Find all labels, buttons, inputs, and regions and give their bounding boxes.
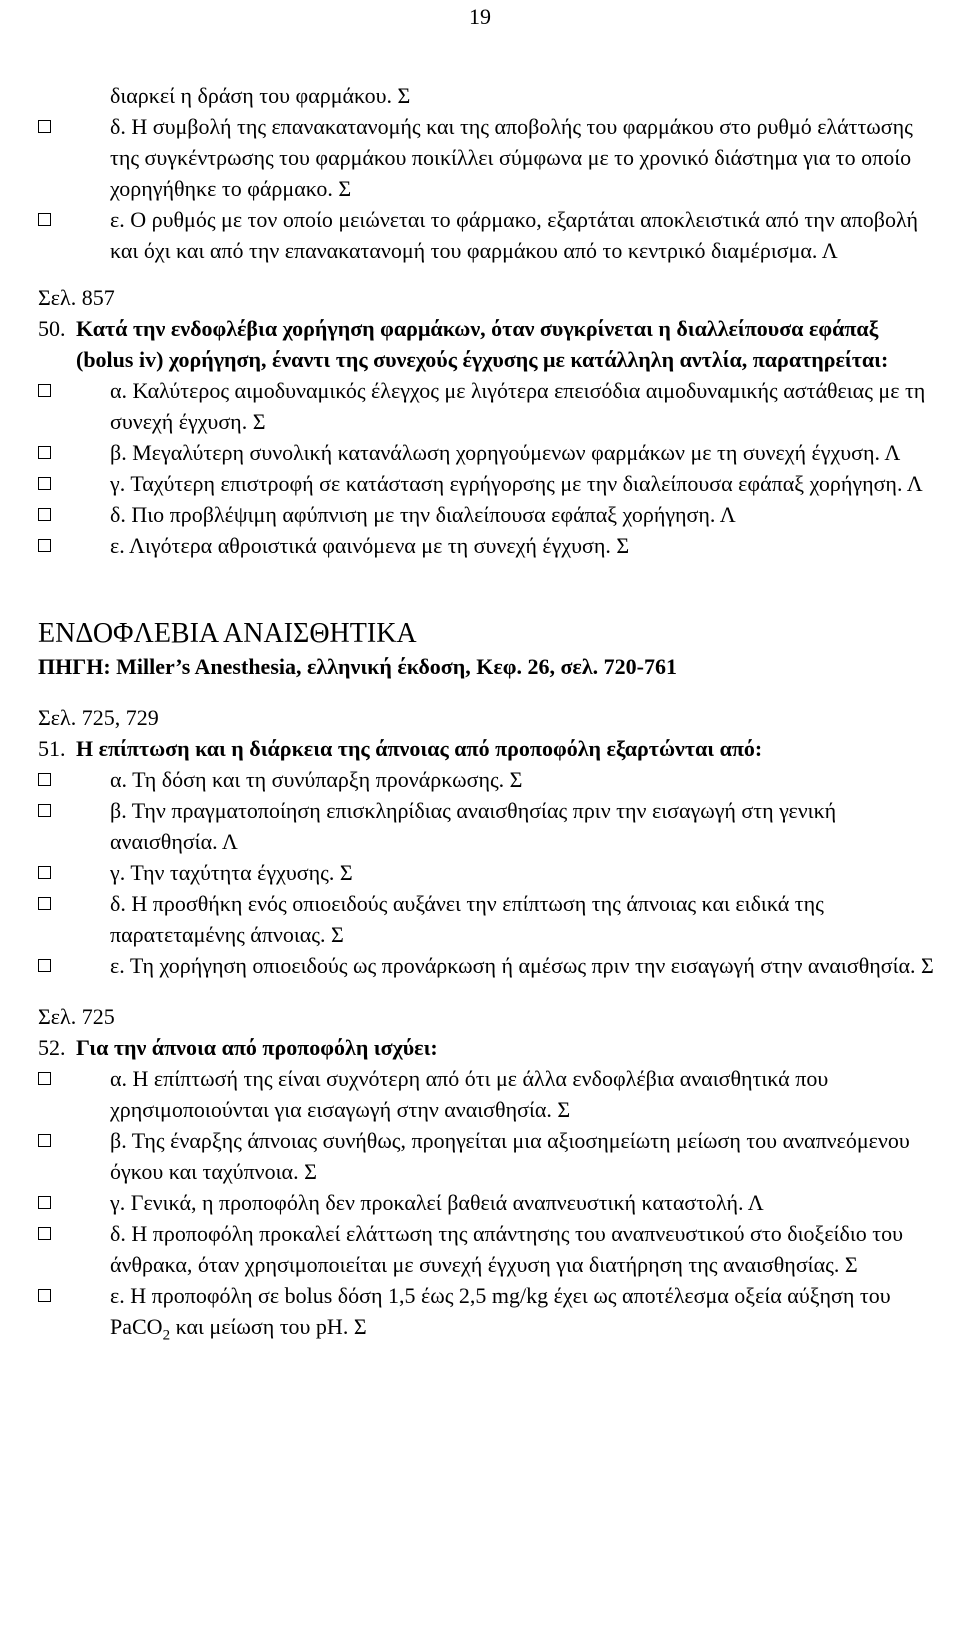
- answer-option-e: [38, 1280, 938, 1351]
- answer-text: ε. Τη χορήγηση οπιοειδούς ως προνάρκωση ή αμέσως πριν την εισαγωγή στην αναισθησία. Σ: [110, 953, 934, 978]
- answer-option-b: [38, 437, 938, 468]
- answer-text: β. Την πραγματοποίηση επισκληρίδιας αναισθησίας πριν την εισαγωγή στη γενική αναισθησία. Λ: [110, 798, 837, 854]
- question-text: Κατά την ενδοφλέβια χορήγηση φαρμάκων, όταν συγκρίνεται η διαλλείπουσα εφάπαξ (bolus iv) χορήγηση, έναντι της συνεχούς έγχυσης με κατάλληλη αντλία, παρατηρείται:: [76, 316, 889, 372]
- answer-text: δ. Η προποφόλη προκαλεί ελάττωση της απάντησης του αναπνευστικού στο διοξείδιο του άνθρακα, όταν χρησιμοποιείται με συνεχή έγχυση για διατήρηση της αναισθησίας. Σ: [110, 1221, 903, 1277]
- question-text: Η επίπτωση και η διάρκεια της άπνοιας από προποφόλη εξαρτώνται από:: [76, 736, 763, 761]
- answer-option-c: [38, 1187, 938, 1218]
- checkbox-icon[interactable]: [38, 1227, 51, 1240]
- checkbox-icon[interactable]: [38, 508, 51, 521]
- answer-option-d: [38, 111, 938, 204]
- answer-option-d: [38, 888, 938, 950]
- subscript-2: 2: [162, 1327, 171, 1344]
- answer-text-part: ε. Η προποφόλη σε bolus δόση 1,5 έως 2,5 mg/kg έχει ως αποτέλεσμα οξεία αύξηση του PaCO: [110, 1283, 891, 1339]
- checkbox-icon[interactable]: [38, 773, 51, 786]
- answer-text: α. Η επίπτωσή της είναι συχνότερη από ότι με άλλα ενδοφλέβια αναισθητικά που χρησιμοποιούνται για εισαγωγή στην αναισθησία. Σ: [110, 1066, 829, 1122]
- answer-option-d: [38, 499, 938, 530]
- checkbox-icon[interactable]: [38, 959, 51, 972]
- page-number: 19: [469, 4, 491, 29]
- answer-text: γ. Ταχύτερη επιστροφή σε κατάσταση εγρήγορσης με την διαλείπουσα εφάπαξ χορήγηση. Λ: [110, 471, 923, 496]
- answer-text: ε. Ο ρυθμός με τον οποίο μειώνεται το φάρμακο, εξαρτάται αποκλειστικά από την αποβολή και όχι και από την επανακατανομή του φαρμάκου από το κεντρικό διαμέρισμα. Λ: [110, 207, 918, 263]
- checkbox-icon[interactable]: [38, 1072, 51, 1085]
- answer-option-d: [38, 1218, 938, 1280]
- answer-option-a: [38, 764, 938, 795]
- checkbox-icon[interactable]: [38, 1134, 51, 1147]
- answer-text: δ. Η συμβολή της επανακατανομής και της αποβολής του φαρμάκου στο ρυθμό ελάττωσης της συγκέντρωσης του φαρμάκου ποικίλλει σύμφωνα με το χρονικό διάστημα για το οποίο χορηγήθηκε το φάρμακο. Σ: [110, 114, 913, 201]
- answer-text-part: και μείωση του pH. Σ: [170, 1314, 367, 1339]
- answer-text: δ. Η προσθήκη ενός οπιοειδούς αυξάνει την επίπτωση της άπνοιας και ειδικά της παρατεταμένης άπνοιας. Σ: [110, 891, 824, 947]
- answer-option-b: [38, 795, 938, 857]
- answer-text: β. Μεγαλύτερη συνολική κατανάλωση χορηγούμενων φαρμάκων με τη συνεχή έγχυση. Λ: [110, 440, 901, 465]
- answer-text: α. Καλύτερος αιμοδυναμικός έλεγχος με λιγότερα επεισόδια αιμοδυναμικής αστάθειας με τη συνεχή έγχυση. Σ: [110, 378, 926, 434]
- answer-text: ε. Λιγότερα αθροιστικά φαινόμενα με τη συνεχή έγχυση. Σ: [110, 533, 630, 558]
- question-50: [38, 313, 938, 375]
- question-51: [38, 733, 938, 764]
- answer-text: δ. Πιο προβλέψιμη αφύπνιση με την διαλείπουσα εφάπαξ χορήγηση. Λ: [110, 502, 736, 527]
- answer-text: β. Της έναρξης άπνοιας συνήθως, προηγείται μια αξιοσημείωτη μείωση του αναπνεόμενου όγκου και ταχύπνοια. Σ: [110, 1128, 910, 1184]
- question-number: 50.: [38, 316, 66, 341]
- checkbox-icon[interactable]: [38, 897, 51, 910]
- question-52: [38, 1032, 938, 1063]
- answer-option-e: [38, 530, 938, 561]
- checkbox-icon[interactable]: [38, 213, 51, 226]
- answer-option-a: [38, 1063, 938, 1125]
- answer-option-a: [38, 375, 938, 437]
- checkbox-icon[interactable]: [38, 804, 51, 817]
- page-reference: Σελ. 725, 729: [38, 705, 159, 730]
- checkbox-icon[interactable]: [38, 446, 51, 459]
- page-reference: Σελ. 725: [38, 1004, 115, 1029]
- checkbox-icon[interactable]: [38, 1289, 51, 1302]
- section-source: ΠΗΓΗ: Miller’s Anesthesia, ελληνική έκδοση, Κεφ. 26, σελ. 720-761: [38, 654, 677, 679]
- page-reference: Σελ. 857: [38, 285, 115, 310]
- document-body: [38, 80, 938, 1351]
- question-text: Για την άπνοια από προποφόλη ισχύει:: [76, 1035, 438, 1060]
- answer-text: γ. Την ταχύτητα έγχυσης. Σ: [110, 860, 353, 885]
- section-title: ΕΝΔΟΦΛΕΒΙΑ ΑΝΑΙΣΘΗΤΙΚΑ: [38, 618, 417, 649]
- answer-text: α. Τη δόση και τη συνύπαρξη προνάρκωσης. Σ: [110, 767, 523, 792]
- checkbox-icon[interactable]: [38, 539, 51, 552]
- answer-option-c: [38, 468, 938, 499]
- answer-option-e: [38, 950, 938, 981]
- question-number: 52.: [38, 1035, 66, 1060]
- answer-option-b: [38, 1125, 938, 1187]
- answer-text: γ. Γενικά, η προποφόλη δεν προκαλεί βαθειά αναπνευστική καταστολή. Λ: [110, 1190, 764, 1215]
- checkbox-icon[interactable]: [38, 384, 51, 397]
- continued-answer-text: διαρκεί η δράση του φαρμάκου. Σ: [110, 83, 411, 108]
- checkbox-icon[interactable]: [38, 1196, 51, 1209]
- answer-option-e: [38, 204, 938, 266]
- answer-option-c: [38, 857, 938, 888]
- checkbox-icon[interactable]: [38, 866, 51, 879]
- question-number: 51.: [38, 736, 66, 761]
- checkbox-icon[interactable]: [38, 477, 51, 490]
- checkbox-icon[interactable]: [38, 120, 51, 133]
